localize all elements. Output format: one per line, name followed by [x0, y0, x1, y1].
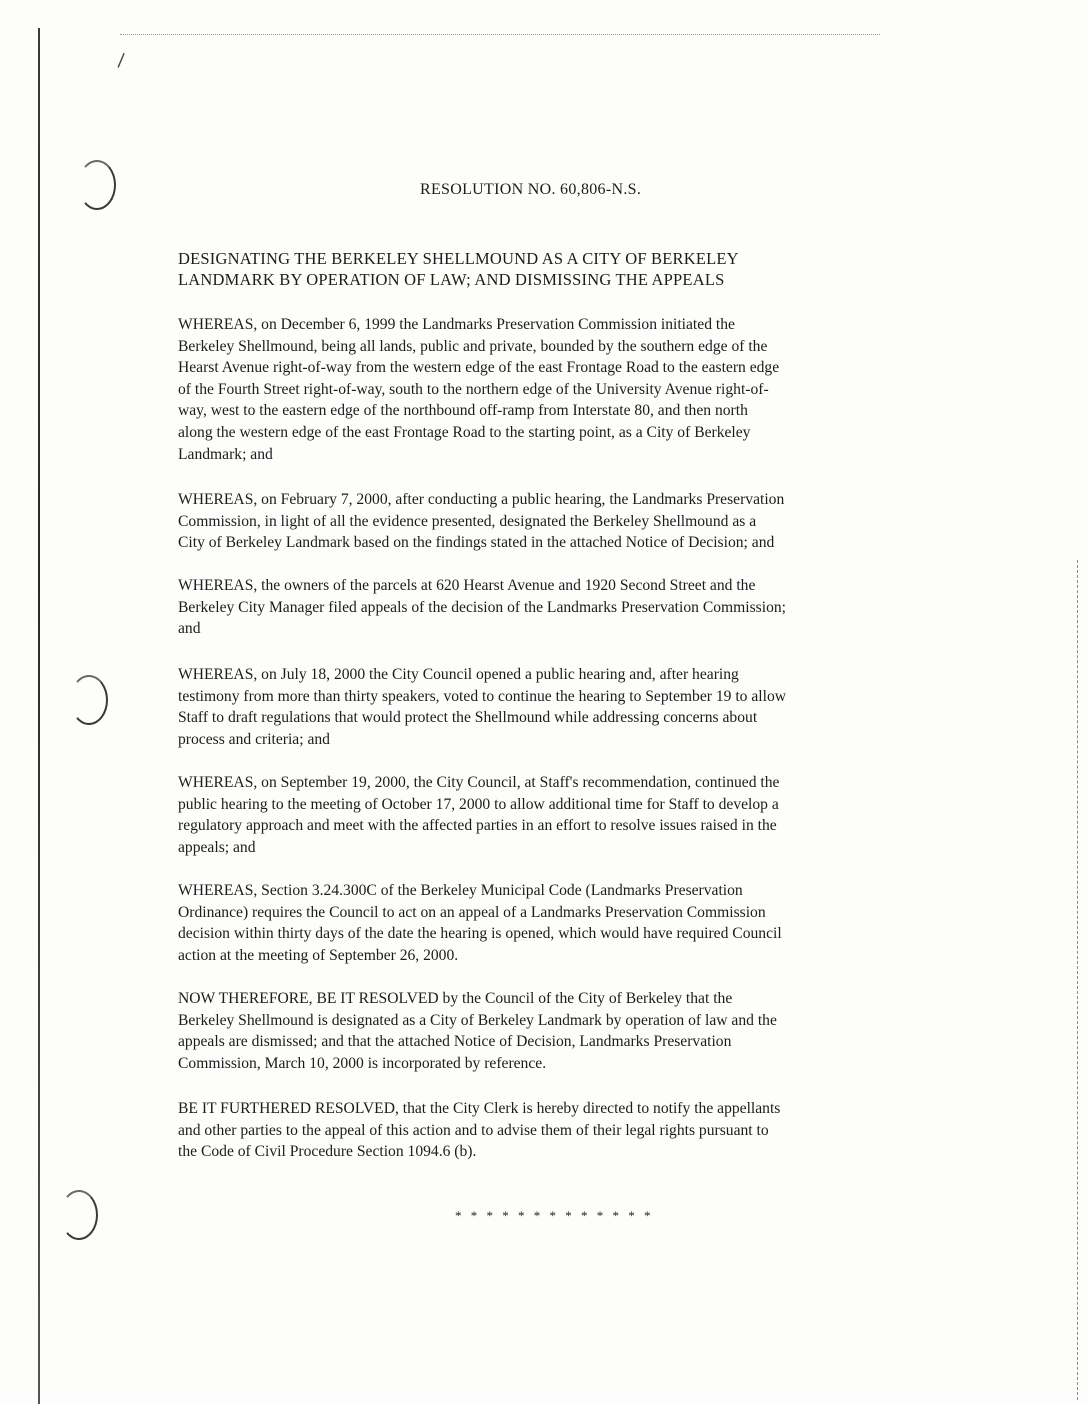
paragraph-line: BE IT FURTHERED RESOLVED, that the City Clerk is hereby directed to notify the appellants — [178, 1100, 781, 1117]
end-of-document-marker: * * * * * * * * * * * * * — [455, 1208, 654, 1223]
whereas-paragraph-4 — [178, 664, 918, 750]
paragraph-line: Ordinance) requires the Council to act on an appeal of a Landmarks Preservation Commission — [178, 903, 766, 921]
whereas-paragraph-3 — [178, 575, 918, 640]
paragraph-line: way, west to the eastern edge of the northbound off-ramp from Interstate 80, and then north — [178, 402, 748, 420]
paragraph-line: Landmark; and — [178, 445, 273, 463]
scan-smudge-mark: \ — [111, 50, 131, 71]
paragraph-line: Hearst Avenue right-of-way from the western edge of the east Frontage Road to the eastern edge — [178, 359, 780, 377]
paragraph-line: along the western edge of the east Frontage Road to the starting point, as a City of Berkeley — [178, 423, 751, 441]
paragraph-line: WHEREAS, on July 18, 2000 the City Council opened a public hearing and, after hearing — [178, 666, 739, 683]
paragraph-line: action at the meeting of September 26, 2000. — [178, 946, 459, 964]
resolution-subtitle — [178, 248, 898, 290]
subtitle-line: LANDMARK BY OPERATION OF LAW; AND DISMISSING THE APPEALS — [178, 270, 725, 289]
resolution-title: RESOLUTION NO. 60,806-N.S. — [420, 181, 642, 198]
paragraph-line: Berkeley Shellmound, being all lands, public and private, bounded by the southern edge of the — [178, 337, 768, 355]
paragraph-line: WHEREAS, the owners of the parcels at 620 Hearst Avenue and 1920 Second Street and the — [178, 577, 756, 594]
paragraph-line: appeals are dismissed; and that the attached Notice of Decision, Landmarks Preservation — [178, 1033, 732, 1051]
paragraph-line: WHEREAS, Section 3.24.300C of the Berkeley Municipal Code (Landmarks Preservation — [178, 882, 743, 899]
paragraph-line: NOW THEREFORE, BE IT RESOLVED by the Council of the City of Berkeley that the — [178, 990, 733, 1007]
paragraph-line: decision within thirty days of the date the hearing is opened, which would have required Council — [178, 925, 782, 943]
paragraph-line: public hearing to the meeting of October 17, 2000 to allow additional time for Staff to develop a — [178, 795, 779, 813]
scan-right-edge — [1077, 560, 1079, 1400]
paragraph-line: Commission, March 10, 2000 is incorporated by reference. — [178, 1054, 547, 1072]
paragraph-line: testimony from more than thirty speakers, voted to continue the hearing to September 19 to allow — [178, 687, 787, 705]
paragraph-line: appeals; and — [178, 838, 256, 856]
punch-hole-top — [78, 160, 116, 210]
paragraph-line: WHEREAS, on September 19, 2000, the City Council, at Staff's recommendation, continued the — [178, 774, 780, 791]
whereas-paragraph-5 — [178, 772, 918, 858]
punch-hole-bottom — [60, 1190, 98, 1240]
punch-hole-middle — [70, 675, 108, 725]
paragraph-line: Commission, in light of all the evidence presented, designated the Berkeley Shellmound as a — [178, 512, 757, 530]
paragraph-line: process and criteria; and — [178, 730, 330, 748]
paragraph-line: WHEREAS, on February 7, 2000, after conducting a public hearing, the Landmarks Preservation — [178, 491, 785, 508]
paragraph-line: Berkeley Shellmound is designated as a City of Berkeley Landmark by operation of law and the — [178, 1011, 777, 1029]
whereas-paragraph-2 — [178, 489, 918, 554]
paragraph-line: Berkeley City Manager filed appeals of the decision of the Landmarks Preservation Commission; — [178, 598, 787, 616]
paragraph-line: WHEREAS, on December 6, 1999 the Landmarks Preservation Commission initiated the — [178, 316, 735, 333]
paragraph-line: and — [178, 620, 201, 638]
subtitle-line: DESIGNATING THE BERKELEY SHELLMOUND AS A CITY OF BERKELEY — [178, 249, 739, 268]
whereas-paragraph-6 — [178, 880, 918, 966]
paragraph-line: and other parties to the appeal of this action and to advise them of their legal rights pursuant to — [178, 1121, 769, 1139]
further-resolved-paragraph — [178, 1098, 918, 1163]
scan-left-edge — [38, 28, 40, 1404]
scan-top-specks — [120, 34, 880, 37]
resolved-paragraph — [178, 988, 918, 1074]
paragraph-line: the Code of Civil Procedure Section 1094.6 (b). — [178, 1143, 477, 1161]
whereas-paragraph-1 — [178, 314, 918, 465]
paragraph-line: Staff to draft regulations that would protect the Shellmound while addressing concerns about — [178, 709, 758, 727]
paragraph-line: City of Berkeley Landmark based on the findings stated in the attached Notice of Decision; and — [178, 534, 775, 552]
paragraph-line: of the Fourth Street right-of-way, south to the northern edge of the University Avenue right-of- — [178, 380, 769, 398]
paragraph-line: regulatory approach and meet with the affected parties in an effort to resolve issues raised in the — [178, 817, 777, 835]
